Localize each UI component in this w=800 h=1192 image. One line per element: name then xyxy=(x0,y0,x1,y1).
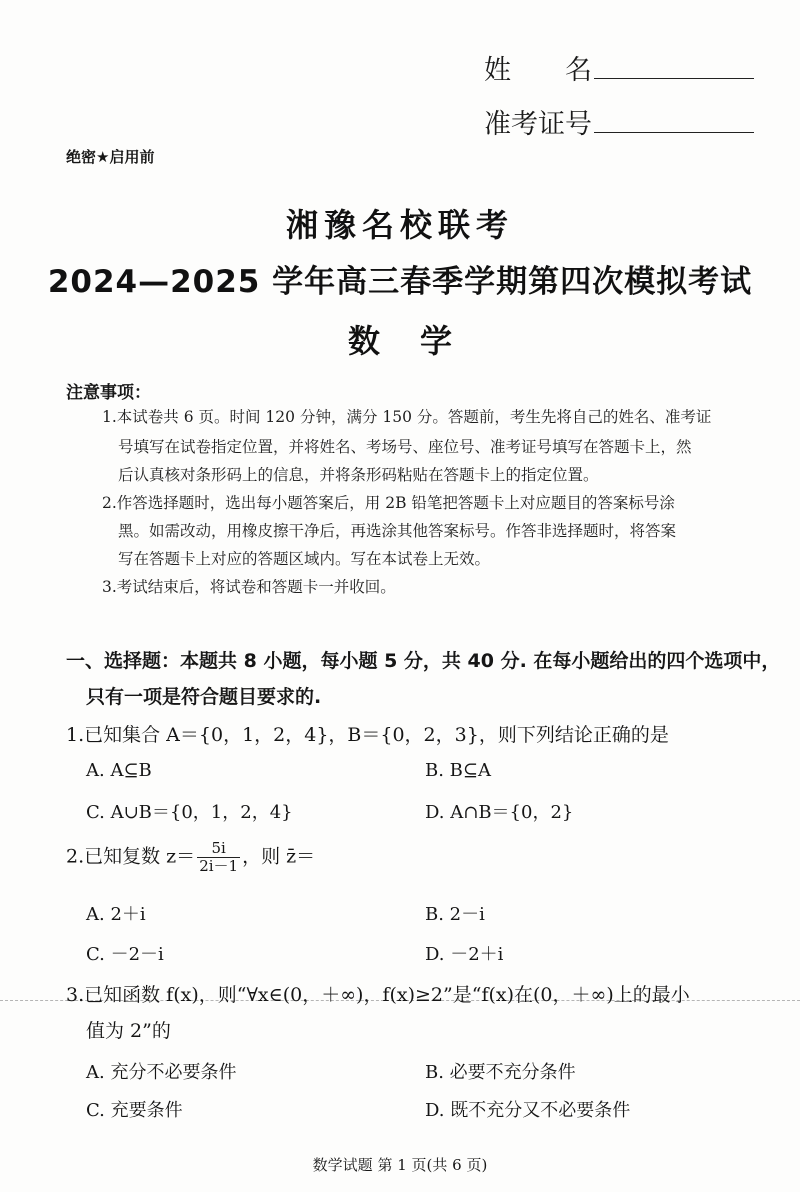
notice-item-1-line-3: 后认真核对条形码上的信息，并将条形码粘贴在答题卡上的指定位置。 xyxy=(118,466,599,484)
question-2-option-b: B. 2－i xyxy=(425,904,485,925)
question-3-stem-line1: 3.已知函数 f(x)，则“∀x∈(0，＋∞)，f(x)≥2”是“f(x)在(0，＋∞)上的最小 xyxy=(66,984,690,1006)
question-3-option-c: C. 充要条件 xyxy=(86,1100,183,1121)
exam-title-line1: 湘豫名校联考 xyxy=(285,206,514,244)
notice-item-2-line-3: 写在答题卡上对应的答题区域内。写在本试卷上无效。 xyxy=(118,550,491,568)
question-2-fraction-numerator: 5i xyxy=(197,840,240,858)
exam-title-line2: 2024—2025 学年高三春季学期第四次模拟考试 xyxy=(47,264,753,300)
name-label: 姓 名 xyxy=(484,55,592,86)
exam-id-blank-line xyxy=(594,132,754,133)
section-heading-line1: 一、选择题：本题共 8 小题，每小题 5 分，共 40 分. 在每小题给出的四个选项中， xyxy=(66,650,781,672)
question-1-option-a: A. A⊆B xyxy=(86,760,152,781)
notice-item-3-line-1: 3.考试结束后，将试卷和答题卡一并收回。 xyxy=(102,578,396,596)
notice-item-1-line-2: 号填写在试卷指定位置，并将姓名、考场号、座位号、准考证号填写在答题卡上，然 xyxy=(118,438,692,456)
question-1-option-c: C. A∪B＝{0，1，2，4} xyxy=(86,802,293,823)
question-2-stem-suffix: ，则 z̄＝ xyxy=(242,845,316,868)
question-2-stem-prefix: 2.已知复数 z＝ xyxy=(66,845,196,868)
question-1-stem: 1.已知集合 A＝{0，1，2，4}，B＝{0，2，3}，则下列结论正确的是 xyxy=(66,724,669,746)
notice-item-2-line-1: 2.作答选择题时，选出每小题答案后，用 2B 铅笔把答题卡上对应题目的答案标号涂 xyxy=(102,494,675,512)
question-3-option-d: D. 既不充分又不必要条件 xyxy=(425,1100,631,1121)
section-heading-line2: 只有一项是符合题目要求的. xyxy=(86,686,322,708)
question-2-option-a: A. 2＋i xyxy=(86,904,146,925)
question-2-fraction xyxy=(197,840,240,875)
question-3-stem-line2: 值为 2”的 xyxy=(86,1020,171,1042)
question-2-option-c: C. －2－i xyxy=(86,944,164,965)
notice-item-1-line-1: 1.本试卷共 6 页。时间 120 分钟，满分 150 分。答题前，考生先将自己的姓名、准考证 xyxy=(102,408,712,426)
secret-mark: 绝密★启用前 xyxy=(66,148,155,166)
exam-id-label: 准考证号 xyxy=(484,109,592,140)
subject-title: 数学 xyxy=(347,322,492,360)
name-blank-line xyxy=(594,78,754,79)
question-2-stem xyxy=(66,840,315,875)
question-3-option-a: A. 充分不必要条件 xyxy=(86,1062,237,1083)
notice-heading: 注意事项： xyxy=(66,383,151,403)
question-3-option-b: B. 必要不充分条件 xyxy=(425,1062,576,1083)
notice-item-2-line-2: 黑。如需改动，用橡皮擦干净后，再选涂其他答案标号。作答非选择题时，将答案 xyxy=(118,522,677,540)
question-2-option-d: D. －2＋i xyxy=(425,944,504,965)
question-1-option-d: D. A∩B＝{0，2} xyxy=(425,802,574,823)
page-footer: 数学试题 第 1 页(共 6 页) xyxy=(312,1156,488,1174)
question-2-fraction-denominator: 2i－1 xyxy=(199,857,239,875)
question-1-option-b: B. B⊆A xyxy=(425,760,491,781)
